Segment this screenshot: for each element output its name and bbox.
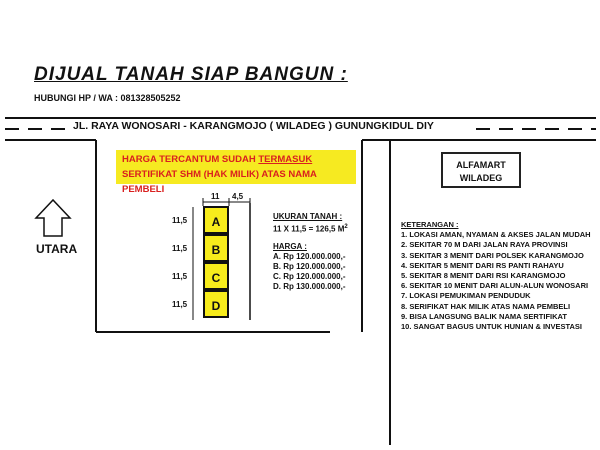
plot-c: C [203, 262, 229, 290]
plot-width-label: 11 [211, 192, 220, 201]
page-title: DIJUAL TANAH SIAP BANGUN : [34, 64, 348, 85]
notes-list [401, 220, 591, 332]
note-item: 9. BISA LANGSUNG BALIK NAMA SERTIFIKAT [401, 311, 567, 321]
north-arrow-icon [36, 200, 70, 236]
price-notice-banner [116, 150, 356, 195]
size-unit-sup: 2 [344, 224, 348, 230]
note-item: 4. SEKITAR 5 MENIT DARI RS PANTI RAHAYU [401, 260, 564, 270]
north-label: UTARA [36, 242, 78, 256]
plot-d-depth: 11,5 [172, 300, 188, 309]
size-value-text: 11 X 11,5 = 126,5 M [273, 224, 345, 234]
note-item: 10. SANGAT BAGUS UNTUK HUNIAN & INVESTASI [401, 322, 582, 332]
note-item: 5. SEKITAR 8 MENIT DARI RSI KARANGMOJO [401, 271, 566, 281]
alfamart-name: ALFAMART [456, 160, 506, 170]
price-heading: HARGA : [273, 241, 307, 251]
access-width-label: 4,5 [232, 192, 244, 201]
size-heading: UKURAN TANAH : [273, 212, 343, 221]
alfamart-landmark [441, 152, 521, 188]
note-item: 8. SERIFIKAT HAK MILIK ATAS NAMA PEMBELI [401, 301, 571, 311]
price-d: D. Rp 130.000.000,- [273, 281, 346, 291]
plot-a-depth: 11,5 [172, 216, 188, 225]
notes-heading: KETERANGAN : [401, 220, 459, 229]
land-info [273, 212, 348, 292]
road-label: JL. RAYA WONOSARI - KARANGMOJO ( WILADEG ) GUNUNGKIDUL DIY [70, 120, 437, 132]
note-item: 7. LOKASI PEMUKIMAN PENDUDUK [401, 291, 531, 301]
plot-b-depth: 11,5 [172, 244, 188, 253]
price-b: B. Rp 120.000.000,- [273, 261, 346, 271]
size-value [273, 222, 348, 235]
notice-line-1-emphasis: TERMASUK [258, 154, 313, 165]
plot-b: B [203, 234, 229, 262]
price-a: A. Rp 120.000.000,- [273, 251, 346, 261]
plot-c-depth: 11,5 [172, 272, 188, 281]
note-item: 2. SEKITAR 70 M DARI JALAN RAYA PROVINSI [401, 240, 568, 250]
notice-line-2: SERTIFIKAT SHM (HAK MILIK) ATAS NAMA PEMBELI [122, 169, 317, 195]
notice-line-1 [122, 152, 350, 167]
plot-d: D [203, 290, 229, 318]
notice-line-1-prefix: HARGA TERCANTUM SUDAH [122, 154, 259, 165]
plot-a: A [203, 206, 229, 234]
note-item: 3. SEKITAR 3 MENIT DARI POLSEK KARANGMOJO [401, 250, 584, 260]
alfamart-location: WILADEG [459, 173, 503, 183]
note-item: 1. LOKASI AMAN, NYAMAN & AKSES JALAN MUDAH [401, 230, 591, 240]
note-item: 6. SEKITAR 10 MENIT DARI ALUN-ALUN WONOSARI [401, 281, 589, 291]
price-c: C. Rp 120.000.000,- [273, 271, 346, 281]
contact-info: HUBUNGI HP / WA : 081328505252 [34, 93, 181, 103]
